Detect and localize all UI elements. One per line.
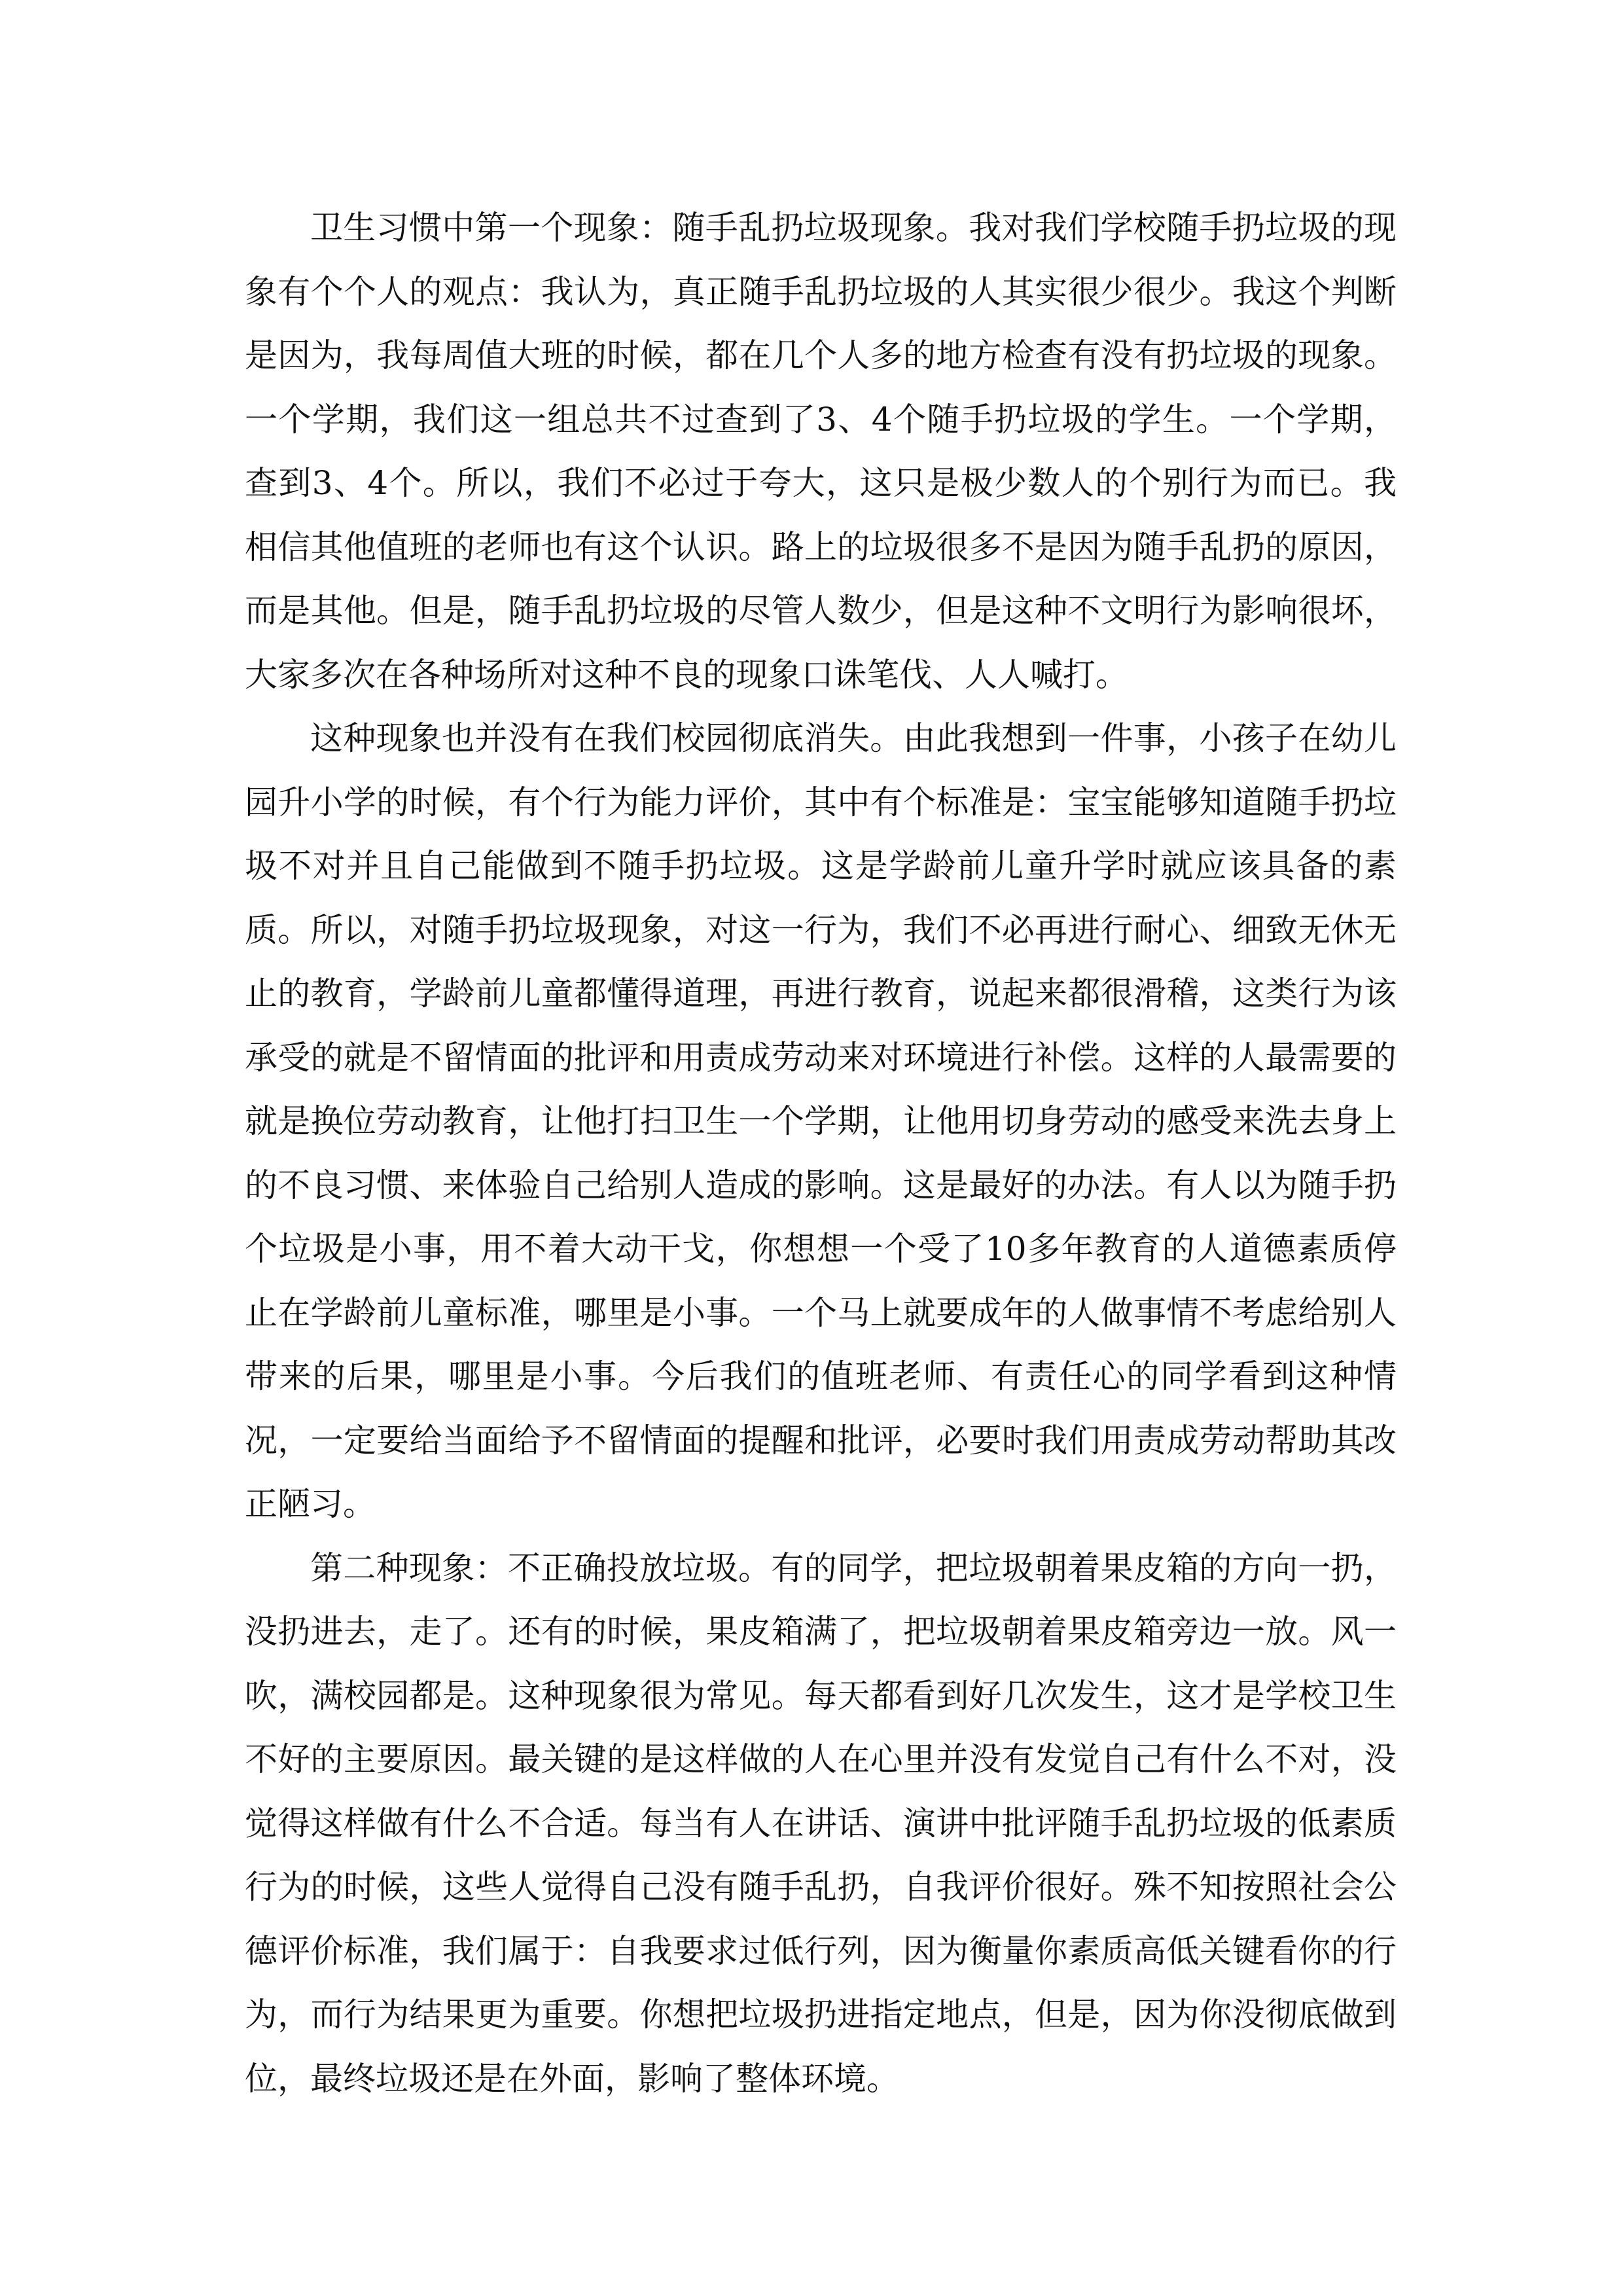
document-body xyxy=(245,196,1397,2111)
paragraph-not-eliminated: 这种现象也并没有在我们校园彻底消失。由此我想到一件事，小孩子在幼儿园升小学的时候，有个行为能力评价，其中有个标准是：宝宝能够知道随手扔垃圾不对并且自己能做到不随手扔垃圾。这是学龄前儿童升学时就应该具备的素质。所以，对随手扔垃圾现象，对这一行为，我们不必再进行耐心、细致无休无止的教育，学龄前儿童都懂得道理，再进行教育，说起来都很滑稽，这类行为该承受的就是不留情面的批评和用责成劳动来对环境进行补偿。这样的人最需要的就是换位劳动教育，让他打扫卫生一个学期，让他用切身劳动的感受来洗去身上的不良习惯、来体验自己给别人造成的影响。这是最好的办法。有人以为随手扔个垃圾是小事，用不着大动干戈，你想想一个受了10多年教育的人道德素质停止在学龄前儿童标准，哪里是小事。一个马上就要成年的人做事情不考虑给别人带来的后果，哪里是小事。今后我们的值班老师、有责任心的同学看到这种情况，一定要给当面给予不留情面的提醒和批评，必要时我们用责成劳动帮助其改正陋习。 xyxy=(245,719,1397,1523)
paragraph-littering-phenomenon: 卫生习惯中第一个现象：随手乱扔垃圾现象。我对我们学校随手扔垃圾的现象有个个人的观点：我认为，真正随手乱扔垃圾的人其实很少很少。我这个判断是因为，我每周值大班的时候，都在几个人多的地方检查有没有扔垃圾的现象。一个学期，我们这一组总共不过查到了3、4个随手扔垃圾的学生。一个学期，查到3、4个。所以，我们不必过于夸大，这只是极少数人的个别行为而已。我相信其他值班的老师也有这个认识。路上的垃圾很多不是因为随手乱扔的原因，而是其他。但是，随手乱扔垃圾的尽管人数少，但是这种不文明行为影响很坏，大家多次在各种场所对这种不良的现象口诛笔伐、人人喊打。 xyxy=(245,209,1397,694)
paragraph-improper-disposal: 第二种现象：不正确投放垃圾。有的同学，把垃圾朝着果皮箱的方向一扔，没扔进去，走了。还有的时候，果皮箱满了，把垃圾朝着果皮箱旁边一放。风一吹，满校园都是。这种现象很为常见。每天都看到好几次发生，这才是学校卫生不好的主要原因。最关键的是这样做的人在心里并没有发觉自己有什么不对，没觉得这样做有什么不合适。每当有人在讲话、演讲中批评随手乱扔垃圾的低素质行为的时候，这些人觉得自己没有随手乱扔，自我评价很好。殊不知按照社会公德评价标准，我们属于：自我要求过低行列，因为衡量你素质高低关键看你的行为，而行为结果更为重要。你想把垃圾扔进指定地点，但是，因为你没彻底做到位，最终垃圾还是在外面，影响了整体环境。 xyxy=(245,1549,1397,2098)
